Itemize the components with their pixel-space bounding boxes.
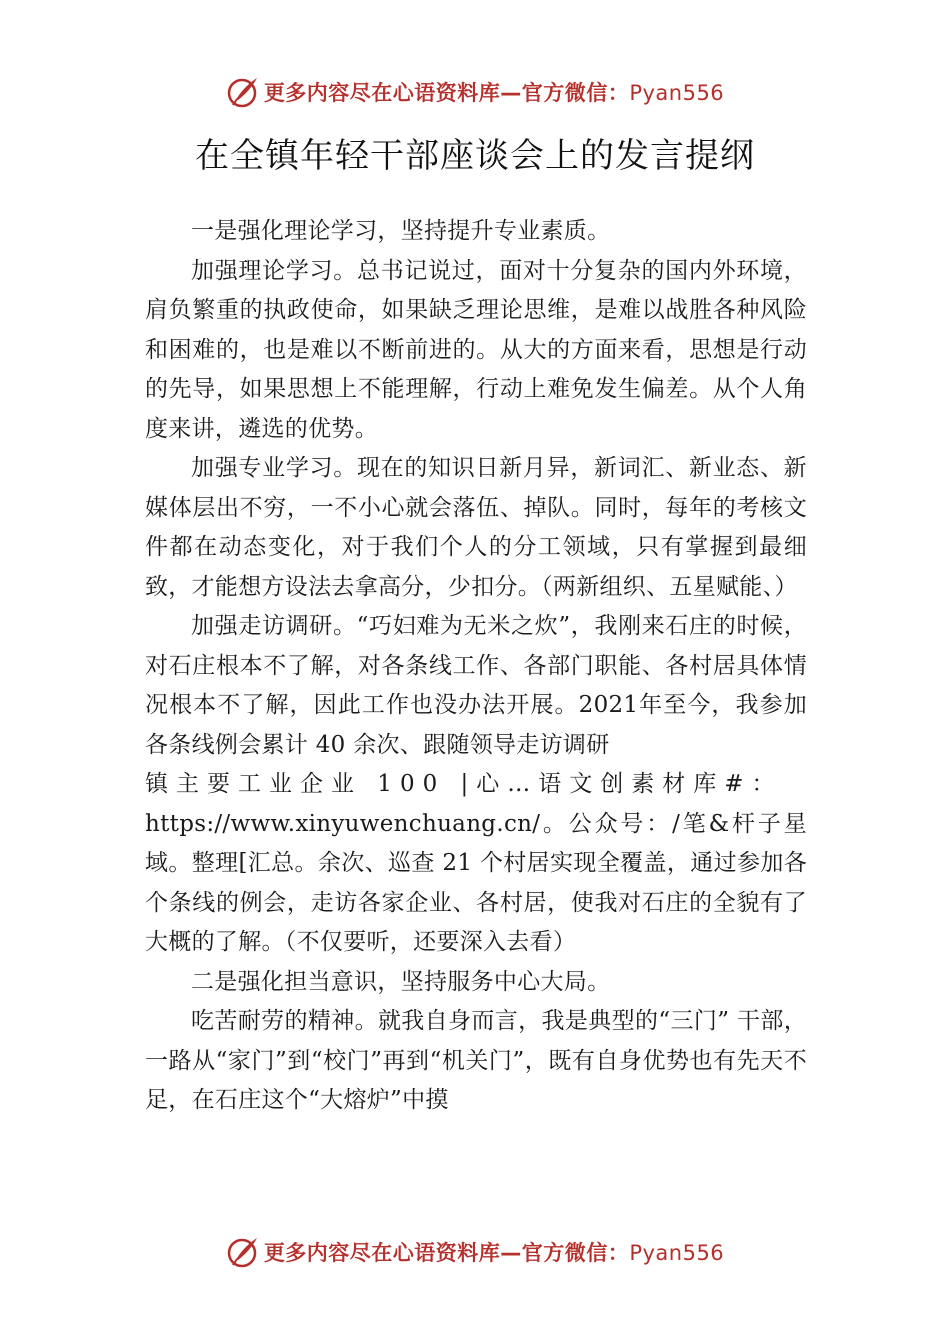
watermark-text: 更多内容尽在心语资料库—官方微信：Pyan556 (263, 1241, 725, 1265)
document-body (145, 212, 807, 1121)
quill-circle-logo-icon (226, 1235, 260, 1269)
wechat-id: Pyan556 (629, 1241, 725, 1265)
paragraph-continuation: https://www.xinyuwenchuang.cn/。公众号：/笔&杆子星域。整理[汇总。余次、巡查 21 个村居实现全覆盖，通过参加各个条线的例会，走访各家企业、各村居，使我对石庄的全貌有了大概的了解。（不仅要听，还要深入去看） (145, 810, 807, 955)
watermark-text: 更多内容尽在心语资料库—官方微信：Pyan556 (263, 81, 725, 105)
footer-watermark-banner (0, 1232, 950, 1272)
wechat-id: Pyan556 (629, 81, 725, 105)
header-watermark-banner (0, 72, 950, 112)
paragraph-inserted-watermark: 镇主要工业企业 100 |心…语文创素材库#： (145, 771, 783, 797)
paragraph-heading-1: 一是强化理论学习，坚持提升专业素质。 (191, 218, 611, 244)
paragraph-professional-study: 加强专业学习。现在的知识日新月异，新词汇、新业态、新媒体层出不穷，一不小心就会落伍、掉队。同时，每年的考核文件都在动态变化，对于我们个人的分工领域，只有掌握到最细致，才能想方设法去拿高分，少扣分。（两新组织、五星赋能、） (145, 455, 807, 600)
paragraph-hardworking-spirit: 吃苦耐劳的精神。就我自身而言，我是典型的“三门” 干部，一路从“家门”到“校门”再到“机关门”，既有自身优势也有先天不足，在石庄这个“大熔炉”中摸 (145, 1008, 807, 1113)
page-title: 在全镇年轻干部座谈会上的发言提纲 (195, 136, 755, 176)
quill-circle-logo-icon (226, 75, 260, 109)
paragraph-heading-2: 二是强化担当意识，坚持服务中心大局。 (191, 968, 611, 995)
paragraph-field-research: 加强走访调研。“巧妇难为无米之炊”，我刚来石庄的时候，对石庄根本不了解，对各条线工作、各部门职能、各村居具体情况根本不了解，因此工作也没办法开展。2021年至今，我参加各条线例会累计 40 余次、跟随领导走访调研 (145, 613, 807, 758)
paragraph-theory-study: 加强理论学习。总书记说过，面对十分复杂的国内外环境，肩负繁重的执政使命，如果缺乏理论思维，是难以战胜各种风险和困难的，也是难以不断前进的。从大的方面来看，思想是行动的先导，如果思想上不能理解，行动上难免发生偏差。从个人角度来讲，遴选的优势。 (145, 257, 807, 442)
